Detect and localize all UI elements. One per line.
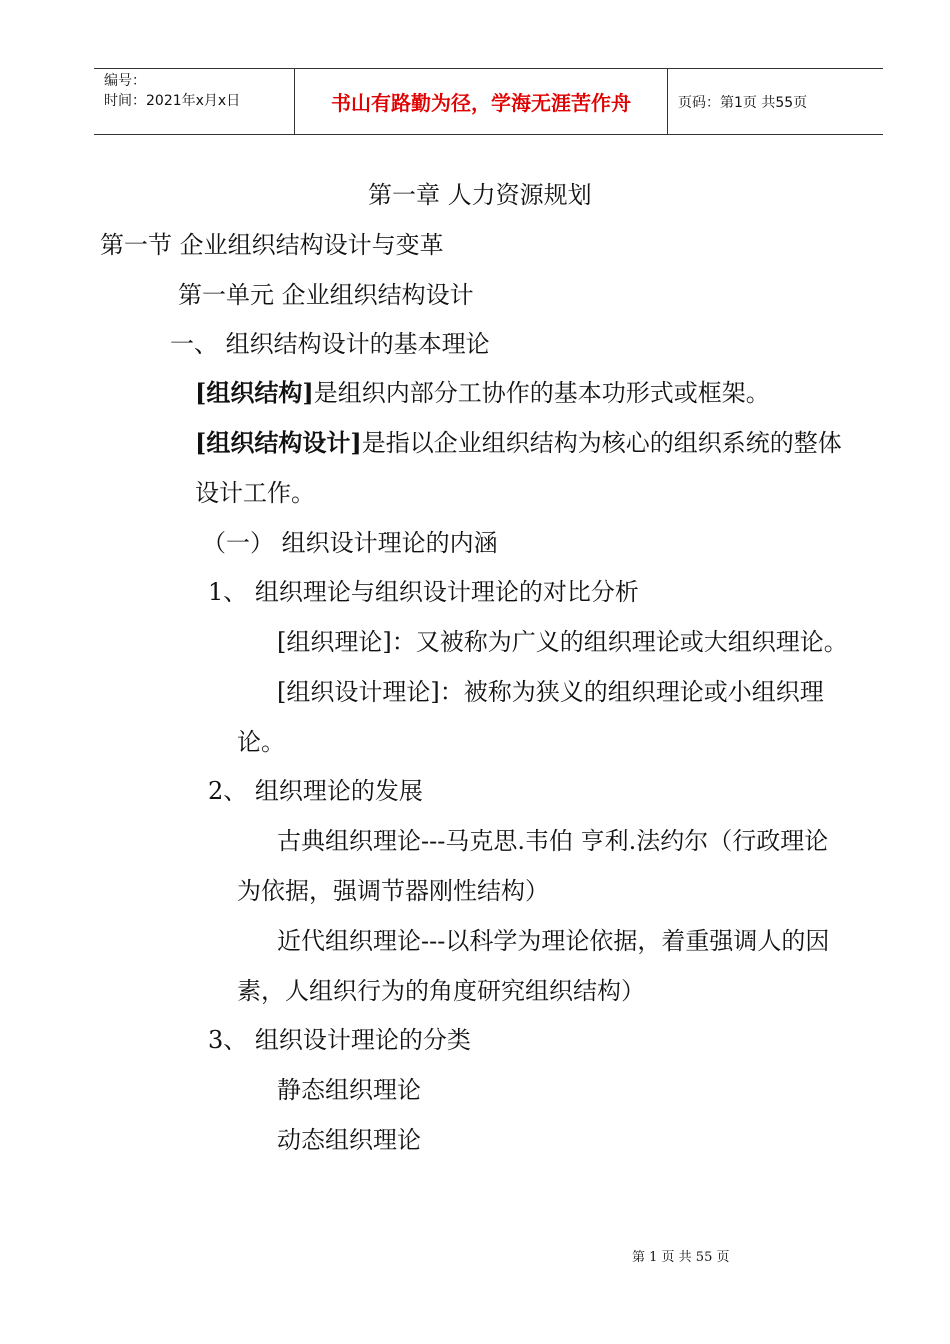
item2-paragraph-1-cont: 为依据，强调节器刚性结构）	[237, 877, 549, 905]
section-title: 第一节 企业组织结构设计与变革	[100, 231, 444, 259]
item2-paragraph-2-cont: 素，人组织行为的角度研究组织结构）	[237, 977, 645, 1005]
heading-one: 一、 组织结构设计的基本理论	[170, 330, 490, 358]
item2-paragraph-2: 近代组织理论---以科学为理论依据，着重强调人的因	[277, 927, 830, 955]
definition-text: 是指以企业组织结构为核心的组织系统的整体	[361, 429, 842, 457]
definition-org-structure	[195, 378, 770, 408]
definition-org-design-cont: 设计工作。	[195, 479, 315, 507]
definition-term: [组织结构]	[195, 378, 314, 407]
item1-paragraph-1: [组织理论]：又被称为广义的组织理论或大组织理论。	[277, 628, 848, 656]
item1-paragraph-2: [组织设计理论]：被称为狭义的组织理论或小组织理	[277, 678, 824, 706]
item1-paragraph-2-cont: 论。	[237, 728, 285, 756]
definition-org-design	[195, 428, 842, 458]
list-item-3: 3、 组织设计理论的分类	[208, 1026, 471, 1054]
sub-heading-one: （一） 组织设计理论的内涵	[202, 529, 498, 557]
item2-paragraph-1: 古典组织理论---马克思.韦伯 亨利.法约尔（行政理论	[277, 827, 829, 855]
page-footer: 第 1 页 共 55 页	[632, 1250, 730, 1265]
header-meta	[94, 69, 295, 134]
time-label: 时间：2021年x月x日	[104, 93, 241, 109]
list-item-2: 2、 组织理论的发展	[208, 777, 423, 805]
document-header	[94, 68, 883, 135]
item3-option-1: 静态组织理论	[277, 1076, 421, 1104]
number-label: 编号：	[104, 73, 146, 89]
definition-term: [组织结构设计]	[195, 428, 362, 457]
header-motto: 书山有路勤为径，学海无涯苦作舟	[295, 69, 668, 134]
chapter-title: 第一章 人力资源规划	[368, 181, 592, 209]
unit-title: 第一单元 企业组织结构设计	[178, 281, 474, 309]
definition-text: 是组织内部分工协作的基本功形式或框架。	[313, 379, 770, 407]
item3-option-2: 动态组织理论	[277, 1126, 421, 1154]
list-item-1: 1、 组织理论与组织设计理论的对比分析	[208, 578, 639, 606]
header-page-info: 页码：第1页 共55页	[678, 94, 808, 111]
